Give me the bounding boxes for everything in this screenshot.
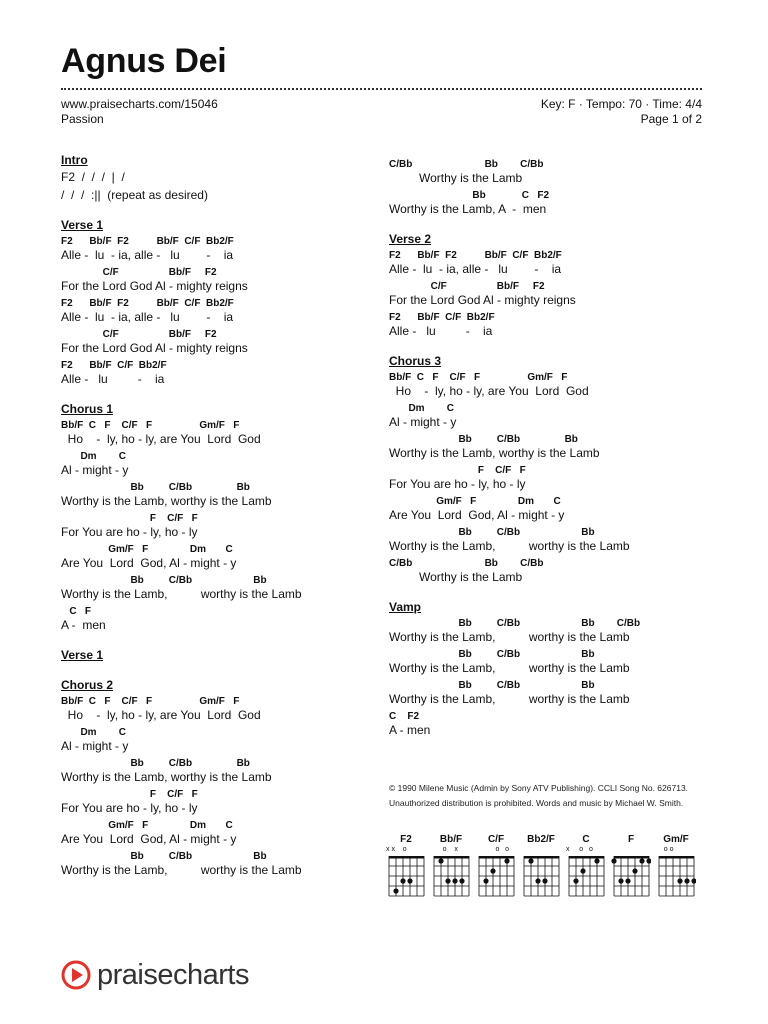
chord-diagram [386,834,426,900]
song-section [61,217,381,387]
chord-line: Bb/F C F C/F F Gm/F F [61,420,240,431]
section-title: Verse 1 [61,218,104,232]
praisecharts-logo[interactable] [61,958,249,992]
chord-diagram-name: Gm/F [663,834,689,845]
lyric-line: Al - might - y [61,463,129,477]
chord-lyric-line [389,557,709,585]
section-title: Intro [61,153,88,167]
lyric-line: Al - might - y [389,415,457,429]
chord-line: Bb C/Bb Bb [61,575,267,586]
fretboard-grid [386,854,426,900]
finger-dot [438,858,443,863]
section-title: Vamp [389,600,422,614]
chord-line: C F [61,606,91,617]
section-title: Chorus 2 [61,678,114,692]
lyric-line: For You are ho - ly, ho - ly [389,477,526,491]
fretboard-grid [611,854,651,900]
chord-line: Bb C/Bb Bb [61,758,250,769]
lyric-line: Alle - lu - ia, alle - lu - ia [389,262,562,276]
chord-line: Bb C F2 [389,190,550,201]
finger-dot [504,858,509,863]
chord-line: Bb C/Bb Bb [389,527,595,538]
lyric-line: For the Lord God Al - mighty reigns [61,341,248,355]
lyric-line: Ho - ly, ho - ly, are You Lord God [61,432,261,446]
lyric-line: For the Lord God Al - mighty reigns [61,279,248,293]
lyric-line: Ho - ly, ho - ly, are You Lord God [389,384,589,398]
chord-lyric-line [61,574,381,602]
section-title: Chorus 1 [61,402,114,416]
song-section [389,599,709,738]
lyric-line: For the Lord God Al - mighty reigns [389,293,576,307]
chord-lyric-line [61,481,381,509]
finger-dot [407,878,412,883]
song-section [389,353,709,585]
song-section [389,231,709,339]
chord-lyric-line [389,371,709,399]
lyric-line: Ho - ly, ho - ly, are You Lord God [61,708,261,722]
lyric-line: For You are ho - ly, ho - ly [61,801,198,815]
chord-line: Dm C [61,727,127,738]
chord-lyric-line [389,249,709,277]
string-markers: o o [656,846,674,853]
chord-lyric-line [61,450,381,478]
chord-diagram [431,834,471,900]
lyric-line: Worthy is the Lamb, worthy is the Lamb [61,863,302,877]
chord-diagrams [386,834,706,904]
lyric-line: Al - might - y [61,739,129,753]
chord-line: Bb C/Bb Bb [389,680,595,691]
finger-dot [639,858,644,863]
finger-dot [580,868,585,873]
chord-line: Dm C [389,403,455,414]
lyric-line: For You are ho - ly, ho - ly [61,525,198,539]
dotted-divider [61,88,702,90]
chord-lyric-line [389,311,709,339]
chord-line: Bb C/Bb Bb [61,482,250,493]
lyric-line: A - men [61,618,106,632]
lyric-line: Worthy is the Lamb, worthy is the Lamb [61,770,272,784]
lyric-line: Worthy is the Lamb, worthy is the Lamb [389,692,630,706]
section-title: Verse 2 [389,232,432,246]
play-icon [61,960,91,990]
page-number: Page 1 of 2 [640,112,702,126]
song-section [61,677,381,878]
section-title: Chorus 3 [389,354,442,368]
finger-dot [691,878,696,883]
chord-lyric-line [61,419,381,447]
lyric-line: Are You Lord God, Al - might - y [61,556,237,570]
string-markers: o x [431,846,458,853]
finger-dot [490,868,495,873]
chord-lyric-line [389,189,709,217]
chord-diagram-name: F2 [400,834,412,845]
chord-lyric-line [61,543,381,571]
chord-lyric-line [389,710,709,738]
chord-line: F2 Bb/F C/F Bb2/F [61,360,167,371]
chord-diagram-name: Bb/F [439,834,463,845]
string-markers [611,846,651,854]
chord-line: C/Bb Bb C/Bb [389,558,544,569]
lyric-line: Alle - lu - ia [61,372,165,386]
chord-line: C F2 [389,711,420,722]
chord-line: F2 Bb/F F2 Bb/F C/F Bb2/F [61,298,234,309]
song-url[interactable]: www.praisecharts.com/15046 [61,97,218,111]
lyric-line: Are You Lord God, Al - might - y [61,832,237,846]
fretboard-grid [431,854,471,900]
chord-lyric-line [61,235,381,263]
song-section [61,152,381,203]
chord-lyric-line [61,170,381,185]
chord-line: C/F Bb/F F2 [61,329,217,340]
lyric-line: Worthy is the Lamb, worthy is the Lamb [389,661,630,675]
lyric-line: Worthy is the Lamb, worthy is the Lamb [389,539,630,553]
finger-dot [483,878,488,883]
chord-lyric-line [389,402,709,430]
lyric-line: Worthy is the Lamb [389,570,523,584]
section-title: Verse 1 [61,648,104,662]
chord-line: F2 Bb/F F2 Bb/F C/F Bb2/F [61,236,234,247]
finger-dot [445,878,450,883]
lyric-line: Worthy is the Lamb, worthy is the Lamb [389,630,630,644]
finger-dot [393,888,398,893]
song-title: Agnus Dei [61,42,227,80]
chord-lyric-line [389,158,709,186]
chord-line: Bb/F C F C/F F Gm/F F [389,372,568,383]
chord-lyric-line [389,495,709,523]
chart-column-right [389,158,709,752]
lyric-line: Worthy is the Lamb, A - men [389,202,547,216]
chord-line: Bb C/Bb Bb C/Bb [389,618,641,629]
fretboard-grid [656,854,696,900]
chord-diagram-name: Bb2/F [527,834,555,845]
chord-line: F C/F F [389,465,526,476]
fretboard-grid [566,854,606,900]
chord-diagram [476,834,516,900]
lyric-line: Are You Lord God, Al - might - y [389,508,565,522]
lyric-line: / / / :|| (repeat as desired) [61,188,208,202]
chord-lyric-line [61,726,381,754]
chord-line: Gm/F F Dm C [61,544,233,555]
chord-line: C/F Bb/F F2 [389,281,545,292]
chord-line: F2 Bb/F C/F Bb2/F [389,312,495,323]
lyric-line: Alle - lu - ia [389,324,493,338]
string-markers: o o [476,846,510,853]
chord-lyric-line [389,648,709,676]
chord-line: C/Bb Bb C/Bb [389,159,544,170]
chord-lyric-line [61,188,381,203]
chord-diagram-name: C/F [487,834,505,845]
chord-line: Bb/F C F C/F F Gm/F F [61,696,240,707]
chord-lyric-line [61,328,381,356]
lyric-line: Worthy is the Lamb, worthy is the Lamb [61,587,302,601]
chord-diagram [566,834,606,900]
song-meta-left [61,97,218,127]
lyric-line: F2 / / / | / [61,170,125,184]
chord-line: F C/F F [61,789,198,800]
finger-dot [625,878,630,883]
chord-lyric-line [389,617,709,645]
chord-line: F2 Bb/F F2 Bb/F C/F Bb2/F [389,250,562,261]
finger-dot [542,878,547,883]
lyric-line: Alle - lu - ia, alle - lu - ia [61,248,234,262]
chart-column-left [61,152,381,892]
song-artist: Passion [61,112,104,126]
chord-lyric-line [61,695,381,723]
chord-diagram [656,834,696,900]
finger-dot [677,878,682,883]
chord-line: Dm C [61,451,127,462]
lyric-line: A - men [389,723,431,737]
lyric-line: Worthy is the Lamb, worthy is the Lamb [61,494,272,508]
chord-lyric-line [61,850,381,878]
chord-lyric-line [61,297,381,325]
logo-text: praisecharts [97,958,249,991]
chord-lyric-line [61,605,381,633]
chord-lyric-line [61,512,381,540]
finger-dot [594,858,599,863]
chord-lyric-line [61,788,381,816]
chord-line: Gm/F F Dm C [61,820,233,831]
finger-dot [535,878,540,883]
chord-lyric-line [61,266,381,294]
chord-lyric-line [61,359,381,387]
chord-line: F C/F F [61,513,198,524]
song-meta-right [541,97,702,127]
finger-dot [459,878,464,883]
copyright-notice: © 1990 Milene Music (Admin by Sony ATV Publishing). CCLI Song No. 626713. Unauthorized distribution is prohibited. Words and music by Michael W. Smith. [389,783,689,808]
finger-dot [618,878,623,883]
chord-line: C/F Bb/F F2 [61,267,217,278]
key-tempo-time: Key: F · Tempo: 70 · Time: 4/4 [540,97,702,111]
chord-lyric-line [61,819,381,847]
song-section [61,401,381,633]
chord-diagram-name: F [627,834,635,845]
finger-dot [528,858,533,863]
chord-diagram-name: C [582,834,590,845]
lyric-line: Alle - lu - ia, alle - lu - ia [61,310,234,324]
lyric-line: Worthy is the Lamb, worthy is the Lamb [389,446,600,460]
lyric-line: Worthy is the Lamb [389,171,523,185]
fretboard-grid [521,854,561,900]
finger-dot [452,878,457,883]
song-section [389,158,709,217]
chord-lyric-line [389,433,709,461]
finger-dot [646,858,651,863]
finger-dot [684,878,689,883]
finger-dot [400,878,405,883]
song-section [61,647,381,663]
chord-lyric-line [61,757,381,785]
chord-line: Bb C/Bb Bb [389,649,595,660]
string-markers [521,846,561,854]
chord-lyric-line [389,526,709,554]
chord-diagram [521,834,561,900]
string-markers: x x o [386,846,407,853]
chord-lyric-line [389,280,709,308]
chord-lyric-line [389,679,709,707]
chord-line: Gm/F F Dm C [389,496,561,507]
fretboard-grid [476,854,516,900]
finger-dot [573,878,578,883]
chord-diagram [611,834,651,900]
chord-line: Bb C/Bb Bb [389,434,578,445]
finger-dot [632,868,637,873]
chord-lyric-line [389,464,709,492]
finger-dot [611,858,616,863]
string-markers: x o o [566,846,593,853]
chord-line: Bb C/Bb Bb [61,851,267,862]
